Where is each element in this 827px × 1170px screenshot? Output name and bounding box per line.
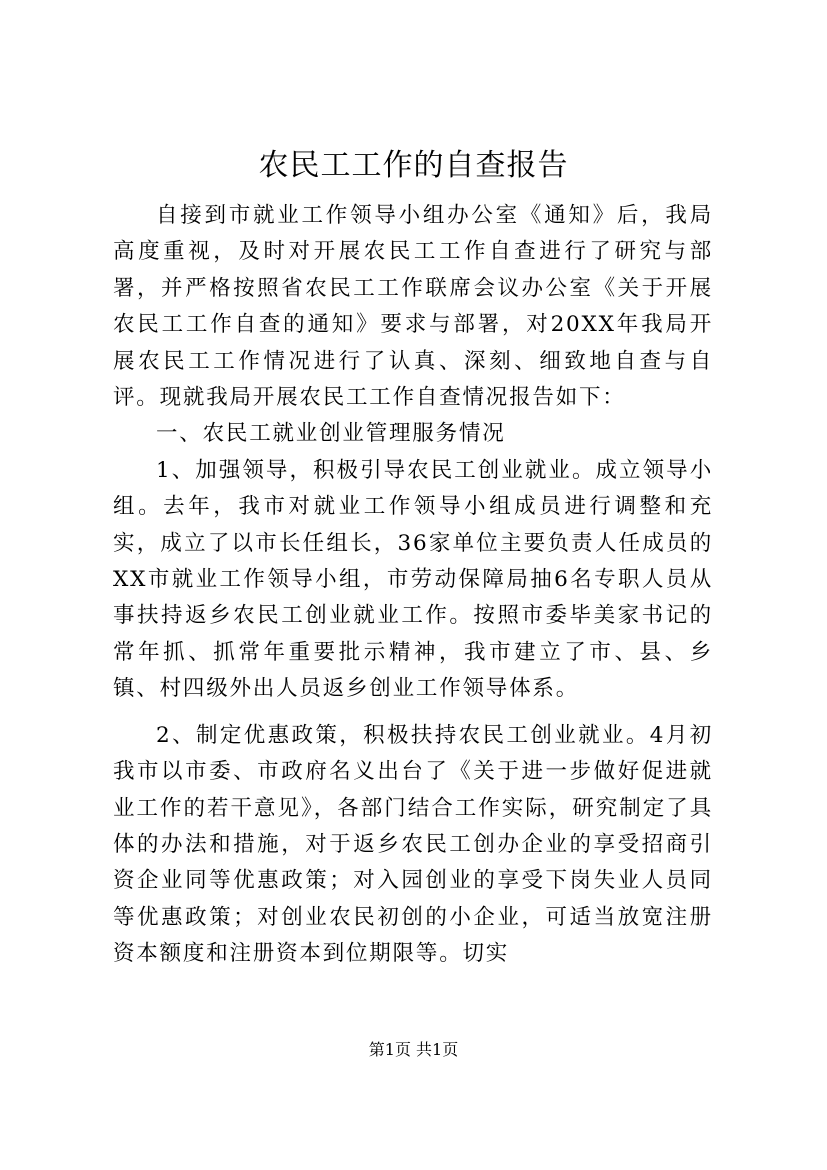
page-number-footer: 第1页 共1页 — [368, 1040, 459, 1059]
document-body — [113, 198, 713, 973]
paragraph-intro: 自接到市就业工作领导小组办公室《通知》后，我局高度重视，及时对开展农民工工作自查进行了研究与部署，并严格按照省农民工工作联席会议办公室《关于开展农民工工作自查的通知》要求与部署，对20XX年我局开展农民工工作情况进行了认真、深刻、细致地自查与自评。现就我局开展农民工工作自查情况报告如下： — [113, 203, 713, 411]
section-heading: 一、农民工就业创业管理服务情况 — [156, 421, 506, 447]
paragraph-item-2: 2、制定优惠政策，积极扶持农民工创业就业。4月初我市以市委、市政府名义出台了《关于进一步做好促进就业工作的若干意见》，各部门结合工作实际，研究制定了具体的办法和措施，对于返乡农民工创办企业的享受招商引资企业同等优惠政策；对入园创业的享受下岗失业人员同等优惠政策；对创业农民初创的小企业，可适当放宽注册资本额度和注册资本到位期限等。切实 — [113, 722, 713, 967]
paragraph-item-1: 1、加强领导，积极引导农民工创业就业。成立领导小组。去年，我市对就业工作领导小组成员进行调整和充实，成立了以市长任组长，36家单位主要负责人任成员的XX市就业工作领导小组，市劳动保障局抽6名专职人员从事扶持返乡农民工创业就业工作。按照市委毕美家书记的常年抓、抓常年重要批示精神，我市建立了市、县、乡镇、村四级外出人员返乡创业工作领导体系。 — [113, 457, 713, 702]
document-title: 农民工工作的自查报告 — [258, 148, 569, 183]
